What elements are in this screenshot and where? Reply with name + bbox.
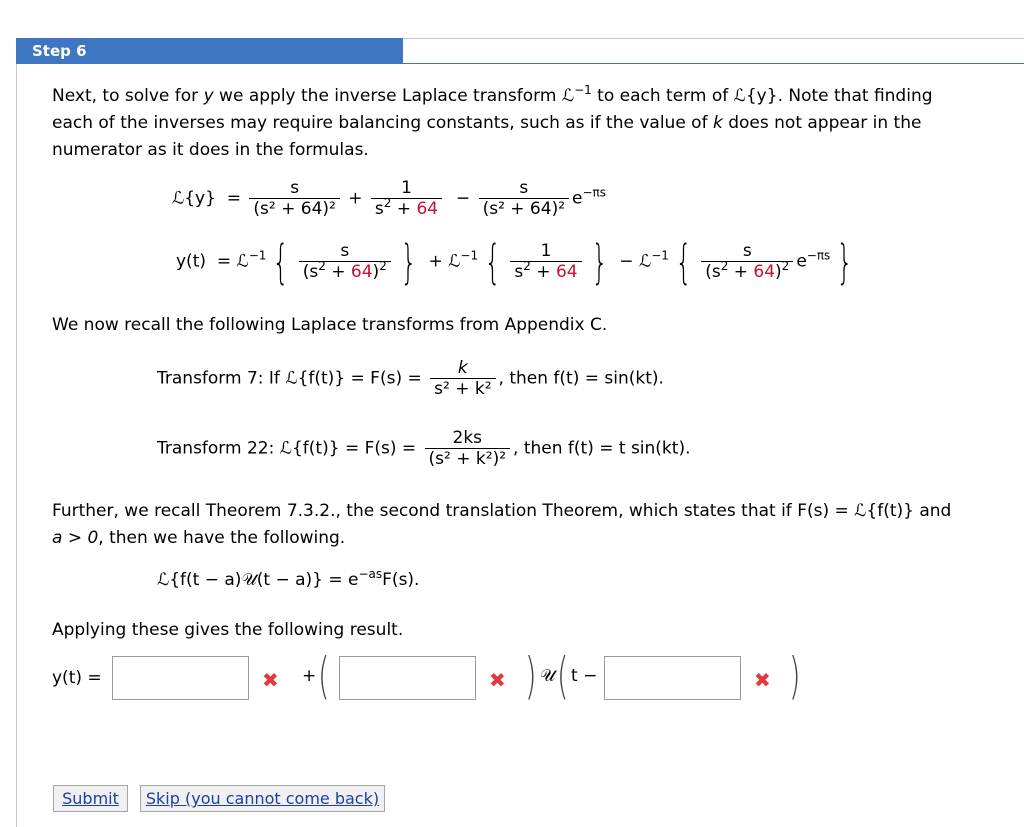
incorrect-mark-1-icon: ✖ [262,668,279,692]
eq2-term2: $\frac{1}{s^2 + 64}$ [510,241,581,282]
theorem-line-2: a > 0, then we have the following. [52,528,346,548]
answer-plus: + [302,666,317,686]
unit-step-close-paren: ) [788,647,801,705]
intro-line-3: numerator as it does in the formulas. [52,140,369,160]
eq1-term2: $\frac{1}{s^2 + 64}$ [371,178,442,219]
intro-line-2: each of the inverses may require balancing constants, such as if the value of k does not appear in the [52,113,922,133]
theorem-paragraph [52,498,1002,552]
answer-box-3[interactable] [604,656,741,700]
eq2-term3: $\frac{s}{(s^2 + 64)^2}$ [701,241,793,282]
eq2-term1: $\frac{s}{(s^2 + 64)^2}$ [299,241,391,282]
theorem-formula: ℒ{f(t − a)𝒰(t − $a)\} = e^{-as}F(s)$. [157,567,420,590]
incorrect-mark-2-icon: ✖ [489,668,506,692]
step-title: Step 6 [32,42,87,60]
answer-lhs: y(t) = [52,668,102,688]
applying-text: Applying these gives the following result. [52,620,404,640]
intro-line-1: Next, to solve for y we apply the inverse Laplace transform ℒ$^{-1}$ to each term of ℒ{y}. Note that finding [52,83,933,106]
transform-22: Transform 22: ℒ{f(t)} = F(s) = $\frac{2ks}{\text{(s² + k²)²}}$ , then f(t) = t sin(kt). [157,428,691,469]
recall-text: We now recall the following Laplace transforms from Appendix C. [52,315,608,335]
unit-step-open-paren: ( [556,647,569,705]
skip-button[interactable]: Skip (you cannot come back) [140,785,385,812]
unit-step-symbol: 𝒰 [540,666,556,686]
equation-yt: y(t) = ℒ$^{-1}$ { $\frac{s}{(s^2 + 64)^2}$ } + ℒ$^{-1}$ { $\frac{1}{s^2 + 64}$ } − ℒ$^{-1}$ { $\frac{s}{(s^2 + 64)^2}$ $e^{-\pi s}$ } [176,234,854,289]
intro-paragraph [52,83,1002,164]
theorem-line-1: Further, we recall Theorem 7.3.2., the second translation Theorem, which states that if F(s) = ℒ{f(t)} and [52,501,952,521]
answer-box-1[interactable] [112,656,249,700]
submit-button[interactable]: Submit [53,785,128,812]
equation-Ly: ℒ{y} = $\frac{s}{\text{(s² + 64)²}}$ + $\frac{1}{s^2 + 64}$ − $\frac{s}{\text{(s² + 64)²}}$ $e^{-\pi s}$ [172,178,607,219]
close-paren: ) [524,647,537,705]
eq1-term1: $\frac{s}{\text{(s² + 64)²}}$ [249,178,339,219]
header-rule [403,63,1024,64]
eq1-term3: $\frac{s}{\text{(s² + 64)²}}$ [479,178,569,219]
incorrect-mark-3-icon: ✖ [754,668,771,692]
open-paren: ( [317,647,330,705]
answer-box-2[interactable] [339,656,476,700]
step-header [16,38,403,64]
answer-t-minus: t − [571,666,598,686]
transform-7: Transform 7: If ℒ{f(t)} = F(s) = $\frac{k}{\text{s² + k²}}$ , then f(t) = sin(kt). [157,358,664,399]
